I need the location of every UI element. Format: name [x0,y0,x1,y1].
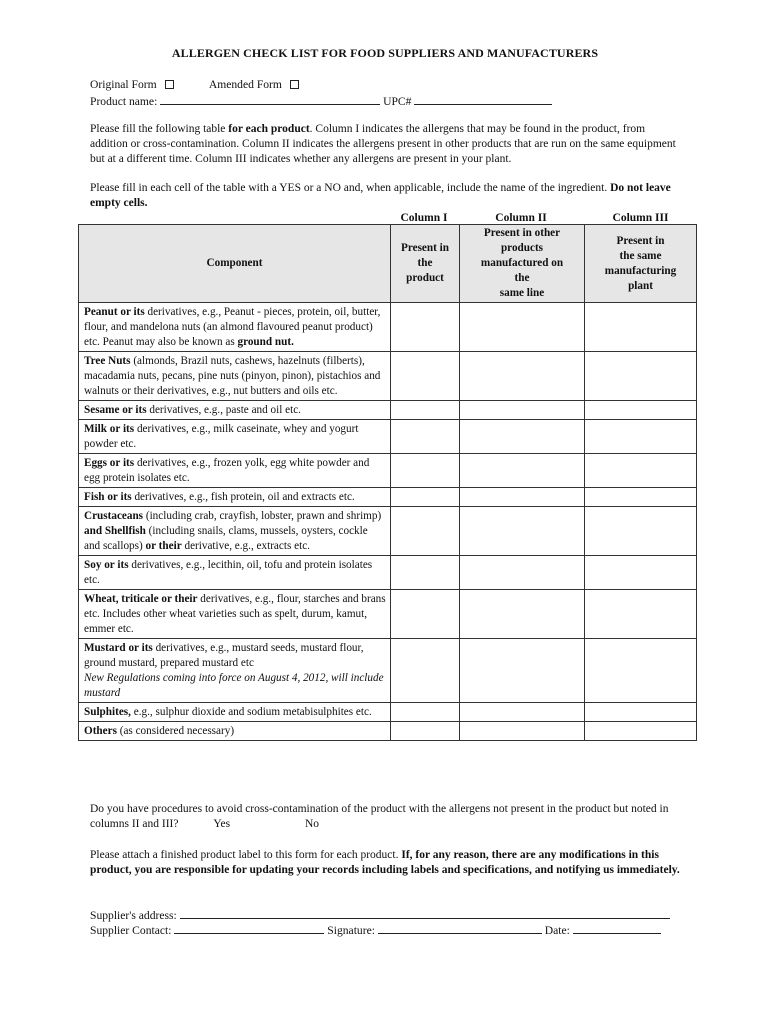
table-row [79,556,697,590]
table-row [79,722,697,741]
product-name-field[interactable] [160,93,380,105]
table-row [79,639,697,703]
column-2-header [460,225,585,303]
allergen-eggs-cell [79,454,391,488]
allergen-table-body [79,303,697,741]
intro-paragraph-1 [90,122,682,167]
supplier-contact-field[interactable] [174,922,324,934]
date-label: Date: [544,924,570,937]
allergen-text: Others [84,725,117,737]
form-type-line [90,78,299,91]
allergen-sulphites-cell [79,703,391,722]
column-1-answer-cell[interactable] [391,401,460,420]
column-1-answer-cell[interactable] [391,722,460,741]
column-3-answer-cell[interactable] [585,454,697,488]
instructions-text: Please fill in each cell of the table with a YES or a NO and, when applicable, include the name of the ingredient. [90,182,611,194]
allergen-crustaceans-cell [79,507,391,556]
column-1-answer-cell[interactable] [391,303,460,352]
table-row [79,401,697,420]
allergen-text: e.g., sulphur dioxide and sodium metabisulphites etc. [130,706,372,718]
allergen-text: ground nut. [237,336,294,348]
date-field[interactable] [573,922,661,934]
column-2-header-line: products [500,242,544,254]
column-1-answer-cell[interactable] [391,454,460,488]
column-2-header-line: manufactured on [480,257,564,269]
column-3-answer-cell[interactable] [585,556,697,590]
column-3-answer-cell[interactable] [585,722,697,741]
allergen-peanut-cell [79,303,391,352]
allergen-text: Tree Nuts [84,355,131,367]
column-2-answer-cell[interactable] [460,303,585,352]
column-1-answer-cell[interactable] [391,590,460,639]
label-note-text: Please attach a finished product label to this form for each product. [90,849,402,861]
allergen-text: Sulphites, [84,706,131,718]
column-3-answer-cell[interactable] [585,488,697,507]
allergen-text: (including snails, clams, mussels, oysters, cockle and scallops) [84,525,368,552]
column-2-answer-cell[interactable] [460,401,585,420]
signature-label: Signature: [327,924,375,937]
column-2-header-line: Present in other [483,227,561,239]
column-3-header-line: Present in [616,234,665,247]
intro-paragraph-2 [90,181,682,211]
allergen-table [78,224,697,741]
column-2-answer-cell[interactable] [460,352,585,401]
intro-text: Please fill the following table [90,123,229,135]
allergen-text: derivatives, e.g., paste and oil etc. [146,404,301,416]
allergen-text: derivative, e.g., extracts etc. [181,540,310,552]
allergen-text: and Shellfish [84,525,146,537]
column-3-header-line: plant [628,279,653,292]
column-1-answer-cell[interactable] [391,352,460,401]
allergen-text: derivatives, e.g., mustard seeds, mustard flour, ground mustard, prepared mustard etc [84,642,364,669]
allergen-text: Wheat, triticale or their [84,593,198,605]
signature-field[interactable] [378,922,542,934]
amended-form-label: Amended Form [208,78,282,91]
table-row [79,590,697,639]
allergen-text: (as considered necessary) [116,725,235,737]
allergen-text: Sesame or its [84,404,147,416]
column-3-answer-cell[interactable] [585,507,697,556]
column-1-header [391,225,460,303]
column-2-number: Column II [495,212,547,224]
column-1-answer-cell[interactable] [391,639,460,703]
allergen-text: Milk or its [84,423,135,435]
allergen-text: derivatives, e.g., fish protein, oil and extracts etc. [131,491,355,503]
column-3-answer-cell[interactable] [585,420,697,454]
allergen-text: Mustard or its [84,642,153,654]
table-header-row [79,225,697,303]
table-row [79,420,697,454]
allergen-soy-cell [79,556,391,590]
upc-field[interactable] [414,93,552,105]
column-3-header [585,225,697,303]
instructions-emphasis: Do not leave empty cells. [90,182,671,209]
table-row [79,303,697,352]
allergen-text: derivatives, e.g., Peanut - pieces, protein, oil, butter, flour, and mandelona nuts (an almond flavoured peanut product) etc. Peanut may also be known as [84,306,381,348]
procedures-yes-option[interactable]: Yes [213,818,231,830]
supplier-contact-line [90,922,661,937]
column-2-header-line: same line [499,287,545,299]
supplier-contact-label: Supplier Contact: [90,924,172,937]
product-line [90,93,552,108]
column-1-header-line: the [417,257,433,269]
intro-text-cont: . Column I indicates the allergens that may be found in the product, from addition or cross-contamination. Column II indicates the allergens present in other products that are run on the same equipment but at a different time. Column III indicates whether any allergens are present in your plant. [90,123,676,165]
procedures-question [90,802,682,832]
product-name-label: Product name: [90,95,158,108]
column-1-header-line: product [406,272,444,284]
original-form-checkbox[interactable] [165,80,174,89]
allergen-text: Fish or its [84,491,132,503]
allergen-mustard-cell [79,639,391,703]
column-2-answer-cell[interactable] [460,722,585,741]
table-row [79,454,697,488]
amended-form-checkbox[interactable] [290,80,299,89]
column-1-answer-cell[interactable] [391,420,460,454]
column-1-answer-cell[interactable] [391,703,460,722]
allergen-tree-nuts-cell [79,352,391,401]
page-title: ALLERGEN CHECK LIST FOR FOOD SUPPLIERS AND MANUFACTURERS [171,46,599,60]
column-3-answer-cell[interactable] [585,639,697,703]
allergen-milk-cell [79,420,391,454]
column-1-answer-cell[interactable] [391,507,460,556]
column-3-answer-cell[interactable] [585,401,697,420]
allergen-text: Crustaceans [84,510,144,522]
column-1-answer-cell[interactable] [391,556,460,590]
allergen-text: derivatives, e.g., flour, starches and brans etc. Includes other wheat varieties such as spelt, durum, kamut, emmer etc. [84,593,386,635]
component-header: Component [79,225,391,303]
procedures-text: Do you have procedures to avoid cross-contamination of the product with the allergens not present in the product but noted in columns II and III? [90,803,669,830]
allergen-fish-cell [79,488,391,507]
allergen-text: derivatives, e.g., milk caseinate, whey and yogurt powder etc. [84,423,359,450]
procedures-no-option[interactable]: No [304,818,319,830]
allergen-sesame-cell [79,401,391,420]
table-row [79,703,697,722]
original-form-label: Original Form [90,78,157,91]
allergen-text: derivatives, e.g., frozen yolk, egg white powder and egg protein isolates etc. [84,457,370,484]
column-2-answer-cell[interactable] [460,590,585,639]
intro-emphasis: for each product [228,123,310,135]
column-1-answer-cell[interactable] [391,488,460,507]
allergen-wheat-cell [79,590,391,639]
column-3-answer-cell[interactable] [585,703,697,722]
supplier-address-line [90,907,670,922]
label-note-emphasis: If, for any reason, there are any modifications in this product, you are responsible for updating your records including labels and specifications, and notifying us immediately. [90,849,680,876]
allergen-text: (almonds, Brazil nuts, cashews, hazelnuts (filberts), macadamia nuts, pecans, pine nuts (pinyon, pinon), pistachios and walnuts or their derivatives, e.g., nut butters and oils etc. [84,355,381,397]
allergen-text: New Regulations coming into force on August 4, 2012, will include mustard [84,672,384,699]
table-row [79,352,697,401]
column-2-header-line: the [514,272,530,284]
column-3-number: Column III [612,212,669,224]
allergen-text: Eggs or its [84,457,135,469]
allergen-text: Soy or its [84,559,129,571]
column-1-number: Column I [400,212,448,224]
column-3-answer-cell[interactable] [585,303,697,352]
column-2-answer-cell[interactable] [460,507,585,556]
upc-label: UPC# [383,95,412,108]
column-1-header-line: Present in [401,242,449,254]
allergen-text: derivatives, e.g., lecithin, oil, tofu and protein isolates etc. [84,559,373,586]
supplier-address-field[interactable] [180,907,670,919]
column-2-answer-cell[interactable] [460,703,585,722]
column-2-answer-cell[interactable] [460,639,585,703]
allergen-text: or their [145,540,182,552]
allergen-others-cell [79,722,391,741]
supplier-address-label: Supplier's address: [90,909,177,922]
allergen-text: Peanut or its [84,306,145,318]
column-3-answer-cell[interactable] [585,352,697,401]
label-note-paragraph [90,848,682,878]
column-3-header-line: the same [619,249,662,262]
column-2-answer-cell[interactable] [460,420,585,454]
table-row [79,488,697,507]
column-2-answer-cell[interactable] [460,454,585,488]
column-2-answer-cell[interactable] [460,556,585,590]
column-2-answer-cell[interactable] [460,488,585,507]
column-3-answer-cell[interactable] [585,590,697,639]
allergen-text: (including crab, crayfish, lobster, prawn and shrimp) [143,510,382,522]
table-row [79,507,697,556]
column-3-header-line: manufacturing [604,264,677,277]
